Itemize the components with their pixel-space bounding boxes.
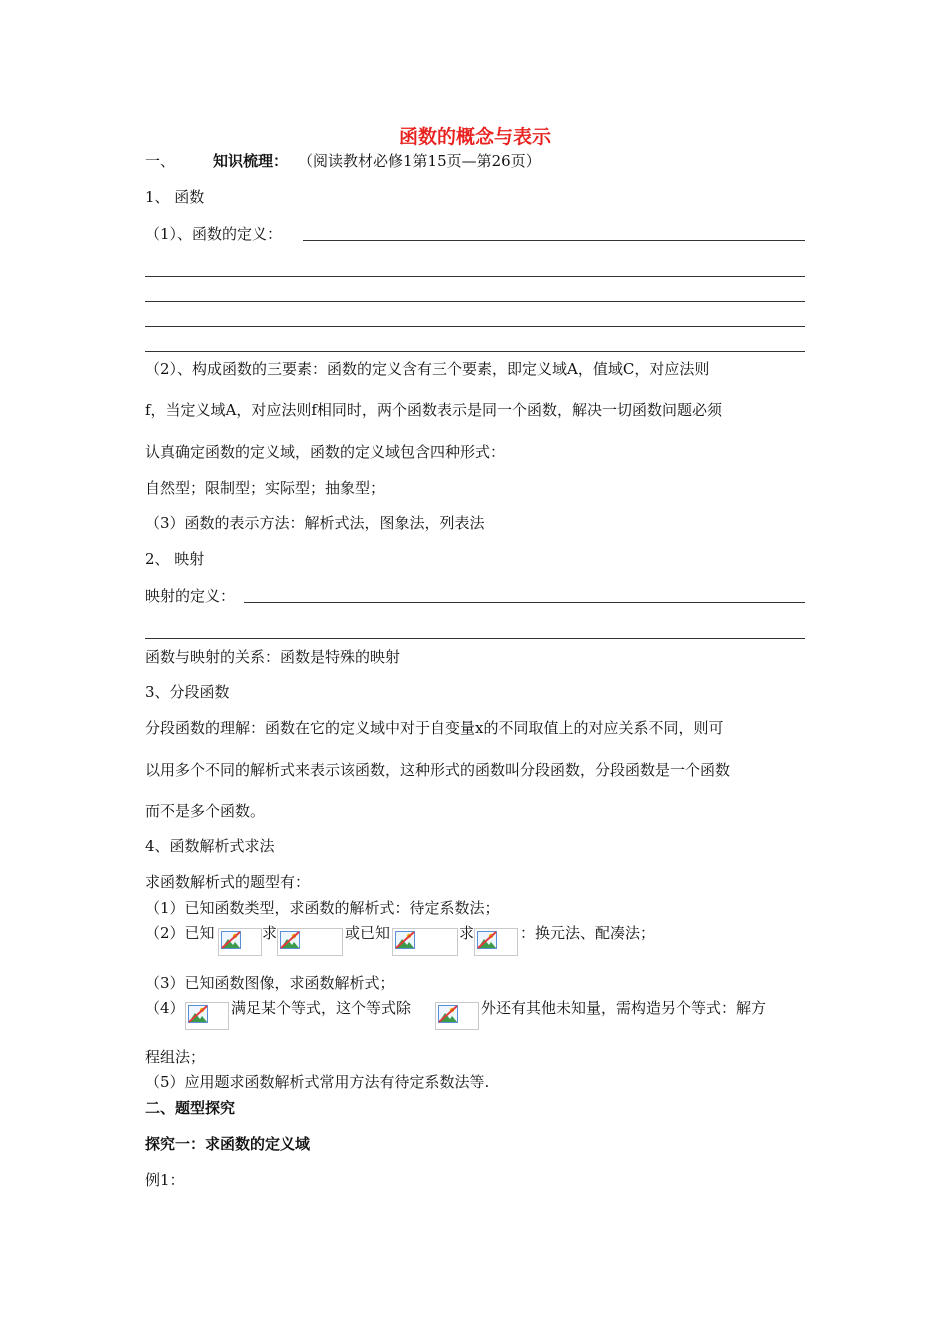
piecewise-line-1: 分段函数的理解：函数在它的定义域中对于自变量x的不同取值上的对应关系不同，则可: [145, 719, 724, 737]
fill-in-line: [145, 326, 805, 327]
analytic-type-2-b: 求: [262, 924, 278, 942]
formula-image: [474, 928, 518, 956]
fill-in-line: [145, 276, 805, 277]
section1-note: （阅读教材必修1第15页—第26页）: [298, 152, 541, 170]
image-placeholder-icon: [395, 931, 415, 949]
piecewise-line-3: 而不是多个函数。: [145, 802, 266, 820]
image-placeholder-icon: [221, 931, 241, 949]
fill-in-line: [244, 602, 805, 603]
formula-image: [435, 1002, 479, 1030]
analytic-type-2-d: 求: [459, 924, 475, 942]
analytic-types-intro: 求函数解析式的题型有：: [145, 873, 311, 891]
elements-line-3: 认真确定函数的定义域，函数的定义域包含四种形式：: [145, 443, 506, 461]
image-placeholder-icon: [280, 931, 300, 949]
analytic-type-4-c: 外还有其他未知量，需构造另个等式：解方: [481, 999, 767, 1017]
section2-heading: 二、题型探究: [145, 1099, 236, 1117]
formula-image: [277, 928, 343, 956]
formula-image: [392, 928, 458, 956]
example1-label: 例1：: [145, 1171, 185, 1189]
fill-in-line: [145, 638, 805, 639]
item4-heading: 4、函数解析式求法: [145, 837, 275, 855]
formula-image: [185, 1002, 229, 1030]
analytic-type-2-c: 或已知: [345, 924, 391, 942]
analytic-type-4-d: 程组法；: [145, 1048, 206, 1066]
fill-in-line: [145, 301, 805, 302]
item1-heading: 1、 函数: [145, 188, 205, 206]
image-placeholder-icon: [188, 1005, 208, 1023]
analytic-type-4-b: 满足某个等式，这个等式除: [231, 999, 412, 1017]
analytic-type-4-a: （4）: [145, 999, 185, 1017]
analytic-type-3: （3）已知函数图像，求函数解析式；: [145, 974, 395, 992]
piecewise-line-2: 以用多个不同的解析式来表示该函数，这种形式的函数叫分段函数，分段函数是一个函数: [145, 761, 731, 779]
item2-heading: 2、 映射: [145, 550, 205, 568]
page-title: 函数的概念与表示: [398, 126, 551, 148]
function-mapping-relation: 函数与映射的关系：函数是特殊的映射: [145, 648, 401, 666]
elements-line-2: f，当定义域A，对应法则f相同时，两个函数表示是同一个函数，解决一切函数问题必须: [145, 401, 722, 419]
item3-heading: 3、分段函数: [145, 683, 230, 701]
section1-number: 一、: [145, 152, 176, 170]
analytic-type-5: （5）应用题求函数解析式常用方法有待定系数法等.: [145, 1073, 490, 1091]
image-placeholder-icon: [477, 931, 497, 949]
representation-methods: （3）函数的表示方法：解析式法，图象法，列表法: [145, 514, 485, 532]
fill-in-line: [145, 351, 805, 352]
formula-image: [218, 928, 262, 956]
analytic-type-2-a: （2）已知: [145, 924, 215, 942]
mapping-definition-label: 映射的定义：: [145, 587, 236, 605]
image-placeholder-icon: [438, 1005, 458, 1023]
elements-line-1: （2）、构成函数的三要素：函数的定义含有三个要素，即定义域A，值域C，对应法则: [145, 360, 710, 378]
section1-heading: 知识梳理：: [213, 152, 289, 170]
explore1-heading: 探究一：求函数的定义域: [145, 1135, 311, 1153]
function-definition-label: （1）、函数的定义：: [145, 225, 283, 243]
analytic-type-2-e: ：换元法、配凑法；: [520, 924, 656, 942]
analytic-type-1: （1）已知函数类型，求函数的解析式：待定系数法；: [145, 899, 500, 917]
domain-forms: 自然型；限制型；实际型；抽象型；: [145, 479, 386, 497]
fill-in-line: [303, 240, 805, 241]
